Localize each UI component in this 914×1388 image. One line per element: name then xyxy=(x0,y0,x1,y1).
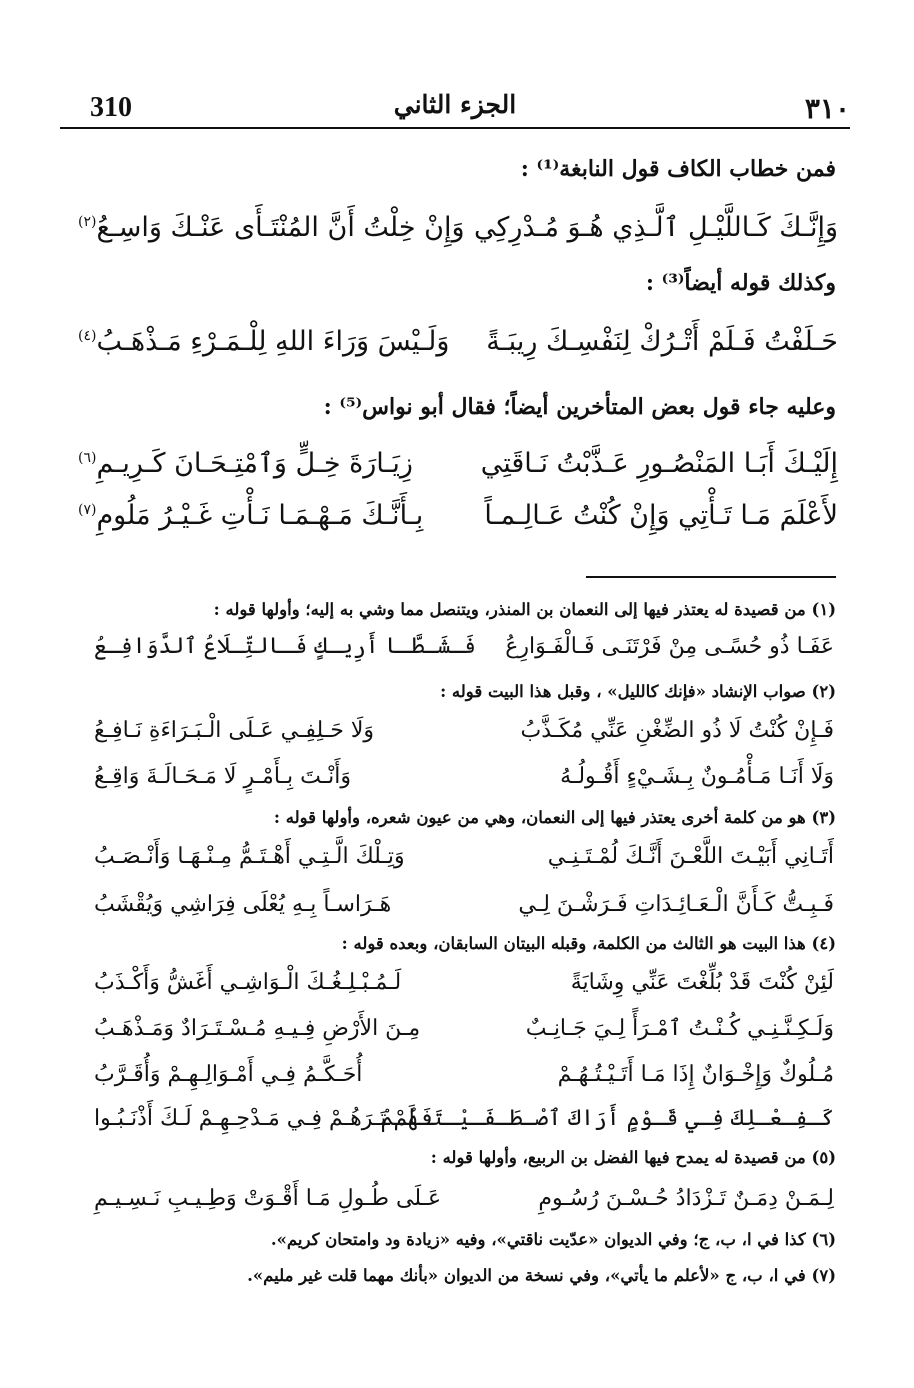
footnote-3: (٣) هو من كلمة أخرى يعتذر فيها إلى النعمان، وهي من عيون شعره، وأولها قوله : xyxy=(273,808,836,827)
verse-4-first-hemistich: لأَعْلَمَ مَـا تَـأْتِي وَإِنْ كُنْتُ عَـالِـمـاً xyxy=(484,500,838,531)
footnote-verse-5-second: هَـرَاسـاً بِـهِ يُعْلَى فِرَاشِي وَيُقْشَبُ xyxy=(94,892,392,917)
footnote-divider xyxy=(586,576,836,578)
footnote-verse-1 xyxy=(94,634,834,672)
footnote-7: (٧) في ا، ب، ج «لأعلم ما يأتي»، وفي نسخة من الديوان «بأنك مهما قلت غير مليم». xyxy=(247,1266,836,1285)
footnote-verse-9-second: فَـلَمْ تَـرَهُـمْ فِـي مَـدْحِـهِـمْ لَـكَ أَذْنَـبُـوا xyxy=(94,1106,433,1131)
footnote-verse-8 xyxy=(94,1062,834,1100)
footnote-5: (٥) من قصيدة له يمدح فيها الفضل بن الربيع، وأولها قوله : xyxy=(430,1148,836,1167)
footnote-verse-6-second: لَـمُـبْـلِـغُـكَ الْـوَاشِـي أَغَشُّ وَأَكْـذَبُ xyxy=(94,970,402,995)
verse-4 xyxy=(78,500,838,548)
verse-3-second-text: زِيَـارَةَ خِـلٍّ وَٱمْتِـحَـانَ كَـرِيـمِ xyxy=(96,448,413,479)
footnote-verse-8-second: أُحَـكَّـمُ فِـي أَمْـوَالِـهِـمْ وَأُقَـرَّبُ xyxy=(94,1062,363,1087)
footnote-ref-7: (٧) xyxy=(78,502,97,518)
page-number-latin: 310 xyxy=(90,92,132,123)
footnote-verse-2-first: فَـإِنْ كُنْتُ لَا ذُو الضِّغْنِ عَنِّي مُكَـذَّبُ xyxy=(520,718,834,743)
verse-3-first-hemistich: إِلَيْـكَ أَبَـا المَنْصُـورِ عَـذَّبْتُ نَـاقَتِي xyxy=(480,448,838,479)
footnote-verse-7-first: وَلَـكِـنَّـنِـي كُـنْـتُ ٱمْـرَأً لِـيَ جَـانِـبٌ xyxy=(525,1016,834,1041)
intro-line-1: فمن خطاب الكاف قول النابغة⁽¹⁾ : xyxy=(520,156,836,182)
page-header xyxy=(60,82,850,132)
footnote-verse-6 xyxy=(94,970,834,1008)
footnote-verse-10-first: لِـمَـنْ دِمَـنٌ تَـزْدَادُ حُـسْـنَ رُسُـومِ xyxy=(538,1186,834,1211)
verse-2-second-text: وَلَـيْسَ وَرَاءَ اللهِ لِلْـمَـرْءِ مَـذْهَـبُ xyxy=(96,326,450,357)
footnote-verse-3-first: وَلَا أَنَـا مَـأْمُـونٌ بِـشَـيْءٍ أَقُـولُـهُ xyxy=(560,764,834,789)
running-title: الجزء الثاني xyxy=(393,90,517,119)
footnote-verse-7-second: مِـنَ الأَرْضِ فِـيـهِ مُـسْـتَـرَادٌ وَمَـذْهَـبُ xyxy=(94,1016,421,1041)
verse-4-second-text: بِـأَنَّـكَ مَـهْـمَـا نَـأْتِ غَـيْـرُ مَلُومِ xyxy=(96,500,424,531)
verse-3-second-hemistich xyxy=(78,448,413,479)
footnote-verse-4 xyxy=(94,844,834,882)
page-number-arabic: ٣١٠ xyxy=(804,92,850,125)
footnote-verse-1-second: فَـشَـطَّـا أَرِيـكٍ فَـالتِّـلَاعُ ٱلدَّوَافِـعُ xyxy=(94,634,476,659)
intro-line-2: وكذلك قوله أيضاً⁽³⁾ : xyxy=(645,270,836,296)
footnote-verse-6-first: لَئِنْ كُنْتَ قَدْ بُلِّغْتَ عَنِّي وِشَايَةً xyxy=(570,970,834,995)
footnote-verse-7 xyxy=(94,1016,834,1054)
footnote-verse-8-first: مُـلُوكٌ وَإِخْـوَانٌ إِذَا مَـا أَتَـيْـتُـهُـمْ xyxy=(557,1062,834,1087)
footnote-verse-4-second: وَتِـلْكَ الَّـتِـي أَهْـتَـمُّ مِـنْـهَـا وَأَنْـصَـبُ xyxy=(94,844,405,869)
verse-1 xyxy=(78,212,838,260)
footnote-verse-10 xyxy=(94,1186,834,1224)
footnote-ref-4: (٤) xyxy=(78,328,97,344)
footnote-4: (٤) هذا البيت هو الثالث من الكلمة، وقبله البيتان السابقان، وبعده قوله : xyxy=(341,934,836,953)
footnote-verse-5 xyxy=(94,892,834,930)
verse-1-first-hemistich: وَإِنَّـكَ كَـاللَّيْـلِ ٱلَّـذِي هُـوَ مُـدْرِكِي xyxy=(473,212,838,243)
footnote-6: (٦) كذا في ا، ب، ج؛ وفي الديوان «عدّيت ناقتي»، وفيه «زيادة ود وامتحان كريم». xyxy=(270,1230,836,1249)
verse-2-first-hemistich: حَـلَفْتُ فَـلَمْ أَتْـرُكْ لِنَفْسِـكَ رِيبَـةً xyxy=(486,326,838,357)
footnote-verse-3 xyxy=(94,764,834,802)
footnote-verse-1-first: عَفَـا ذُو حُسًـى مِنْ فَرْتَنَـى فَـالْفَـوَارِعُ xyxy=(505,634,834,659)
footnote-1: (١) من قصيدة له يعتذر فيها إلى النعمان بن المنذر، ويتنصل مما وشي به إليه؛ وأولها قوله : xyxy=(213,600,836,619)
footnote-verse-2-second: وَلَا حَـلِفِـي عَـلَى الْـبَـرَاءَةِ نَـافِـعُ xyxy=(94,718,374,743)
verse-3 xyxy=(78,448,838,496)
footnote-verse-9 xyxy=(94,1106,834,1144)
footnote-ref-2: (٢) xyxy=(78,214,97,230)
footnote-verse-2 xyxy=(94,718,834,756)
footnote-verse-10-second: عَـلَى طُـولِ مَـا أَقْـوَتْ وَطِـيـبِ نَـسِـيـمِ xyxy=(94,1186,442,1211)
footnote-ref-6: (٦) xyxy=(78,450,97,466)
verse-2-second-hemistich xyxy=(78,326,449,357)
header-rule xyxy=(60,127,850,129)
footnote-2: (٢) صواب الإنشاد «فإنك كالليل» ، وقبل هذا البيت قوله : xyxy=(440,682,836,701)
footnote-verse-9-first: كَـفِـعْـلِكَ فِـي قَـوْمٍ أَرَاكَ ٱصْـطَـفَـيْـتَـهُـمْ xyxy=(380,1106,834,1131)
verse-1-second-hemistich xyxy=(78,212,465,243)
verse-4-second-hemistich xyxy=(78,500,423,531)
footnote-verse-3-second: وَأَنْـتَ بِـأَمْـرٍ لَا مَـحَـالَـةَ وَاقِـعُ xyxy=(94,764,351,789)
verse-1-second-text: وَإِنْ خِلْتُ أَنَّ المُنْتَـأَى عَنْـكَ وَاسِـعُ xyxy=(96,212,465,243)
verse-2 xyxy=(78,326,838,374)
footnote-verse-4-first: أَتَـانِي أَبَيْـتَ اللَّعْـنَ أَنَّـكَ لُمْـتَـنِـي xyxy=(547,844,834,869)
footnote-verse-5-first: فَـبِـتُّ كَـأَنَّ الْـعَـائِـدَاتِ فَـرَشْـنَ لِـي xyxy=(518,892,834,917)
intro-line-3: وعليه جاء قول بعض المتأخرين أيضاً؛ فقال أبو نواس⁽⁵⁾ : xyxy=(323,394,836,420)
